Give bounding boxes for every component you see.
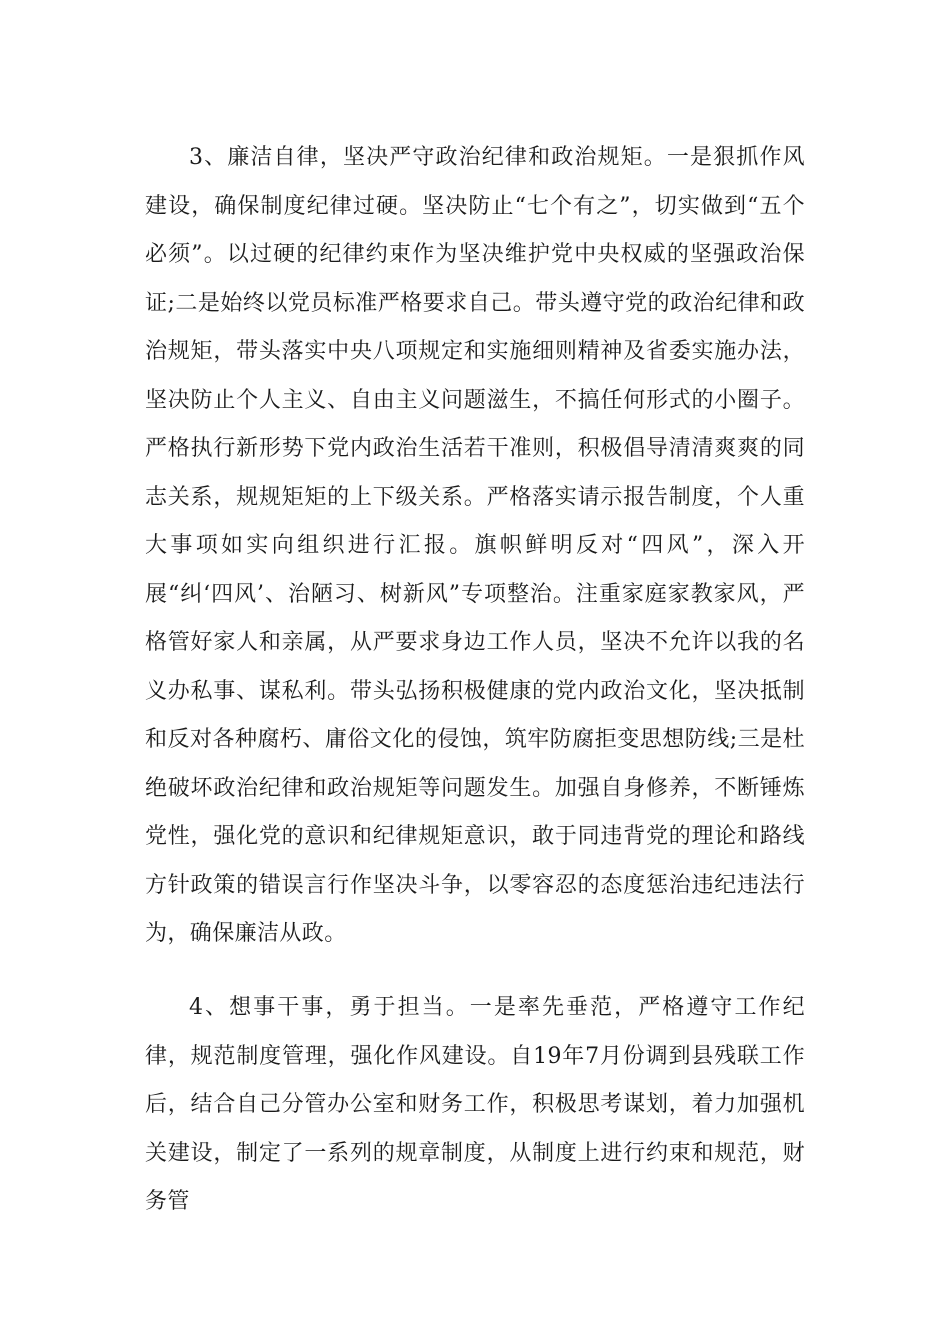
paragraph-4-text: 4、想事干事，勇于担当。一是率先垂范，严格遵守工作纪律，规范制度管理，强化作风建设。自19年7月份调到县残联工作后，结合自己分管办公室和财务工作，积极思考谋划，着力加强机关建设，制定了一系列的规章制度，从制度上进行约束和规范，财务管 (145, 995, 805, 1214)
paragraph-3-text: 3、廉洁自律，坚决严守政治纪律和政治规矩。一是狠抓作风建设，确保制度纪律过硬。坚决防止“七个有之”，切实做到“五个必须”。以过硬的纪律约束作为坚决维护党中央权威的坚强政治保证;二是始终以党员标准严格要求自己。带头遵守党的政治纪律和政治规矩，带头落实中央八项规定和实施细则精神及省委实施办法，坚决防止个人主义、自由主义问题滋生，不搞任何形式的小圈子。严格执行新形势下党内政治生活若干准则，积极倡导清清爽爽的同志关系，规规矩矩的上下级关系。严格落实请示报告制度，个人重大事项如实向组织进行汇报。旗帜鲜明反对“四风”，深入开展“纠‘四风’、治陋习、树新风”专项整治。注重家庭家教家风，严格管好家人和亲属，从严要求身边工作人员，坚决不允许以我的名义办私事、谋私利。带头弘扬积极健康的党内政治文化，坚决抵制和反对各种腐朽、庸俗文化的侵蚀，筑牢防腐拒变思想防线;三是杜绝破坏政治纪律和政治规矩等问题发生。加强自身修养，不断锤炼党性，强化党的意识和纪律规矩意识，敢于同违背党的理论和路线方针政策的错误言行作坚决斗争，以零容忍的态度惩治违纪违法行为，确保廉洁从政。 (145, 145, 805, 946)
paragraph-3 (145, 134, 805, 959)
paragraph-4 (145, 984, 805, 1227)
